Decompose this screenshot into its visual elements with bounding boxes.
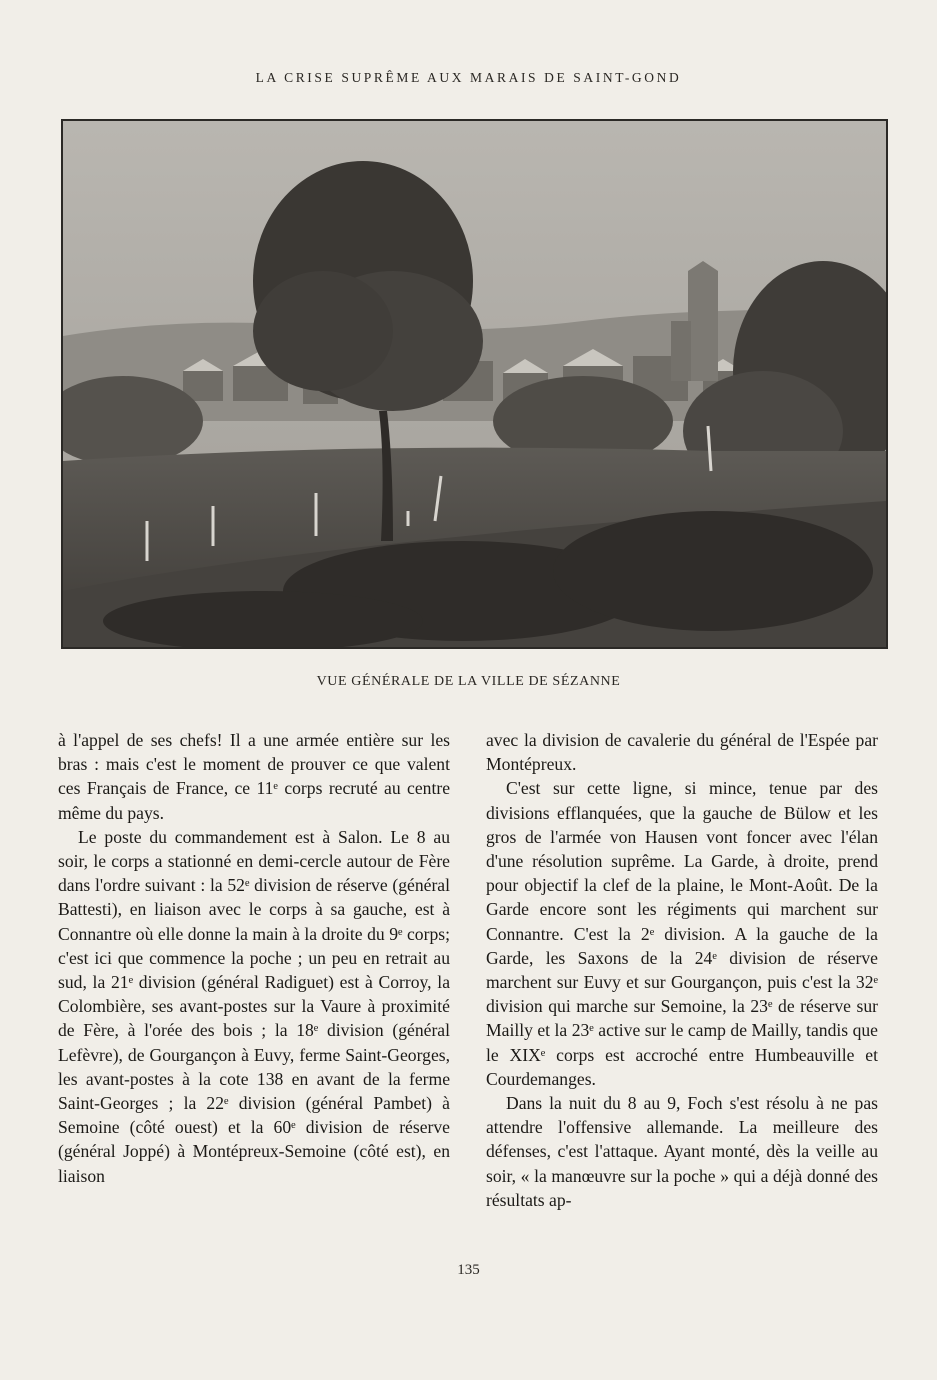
paragraph: C'est sur cette ligne, si mince, tenue par des divisions efflanquées, que la gauche de Bülow et les gros de l'armée von Hausen vont foncer avec l'élan d'une résolution suprême. La Garde, à droite, prend pour objectif la clef de la plaine, le Mont-Août. De la Garde encore sont les régiments qui marchent sur Connantre. C'est la 2ᵉ division. A la gauche de la Garde, les Saxons de la 24ᵉ division de réserve marchent sur Euvy et sur Gourgançon, puis c'est la 32ᵉ division qui marche sur Semoine, la 23ᵉ de réserve sur Mailly et la 23ᵉ active sur le camp de Mailly, tandis que le XIXᵉ corps est accroché entre Humbeauville et Courdemanges. xyxy=(486,778,878,1089)
right-column xyxy=(486,728,878,1212)
paragraph: avec la division de cavalerie du général de l'Espée par Montépreux. xyxy=(486,730,878,775)
left-column xyxy=(58,728,450,1188)
photograph-sezanne xyxy=(61,119,888,649)
paragraph: à l'appel de ses chefs! Il a une armée entière sur les bras : mais c'est le moment de prouver ce que valent ces Français de France, ce 11ᵉ corps recruté au centre même du pays. xyxy=(58,730,450,823)
figure-caption: VUE GÉNÉRALE DE LA VILLE DE SÉZANNE xyxy=(316,674,621,689)
running-title: LA CRISE SUPRÊME AUX MARAIS DE SAINT-GOND xyxy=(255,70,682,85)
landscape-photo xyxy=(63,121,886,647)
paragraph: Dans la nuit du 8 au 9, Foch s'est résolu à ne pas attendre l'offensive allemande. La meilleure des défenses, c'est l'attaque. Ayant monté, dès la veille au soir, « la manœuvre sur la poche » qui a déjà donné des résultats ap- xyxy=(486,1093,878,1210)
page-number: 135 xyxy=(457,1262,480,1278)
paragraph: Le poste du commandement est à Salon. Le 8 au soir, le corps a stationné en demi-cercle autour de Fère dans l'ordre suivant : la 52ᵉ division de réserve (général Battesti), en liaison avec le corps à sa gauche, est à Connantre où elle donne la main à la droite du 9ᵉ corps; c'est ici que commence la poche ; un peu en retrait au sud, la 21ᵉ division (général Radiguet) est à Corroy, la Colombière, ses avant-postes sur la Vaure à proximité de Fère, à l'orée des bois ; la 18ᵉ division (général Lefèvre), de Gourgançon à Euvy, ferme Saint-Georges, les avant-postes à la cote 138 en avant de la ferme Saint-Georges ; la 22ᵉ division (général Pambet) à Semoine (côté ouest) et la 60ᵉ division de réserve (général Joppé) à Montépreux-Semoine (côté est), en liaison xyxy=(58,826,450,1186)
